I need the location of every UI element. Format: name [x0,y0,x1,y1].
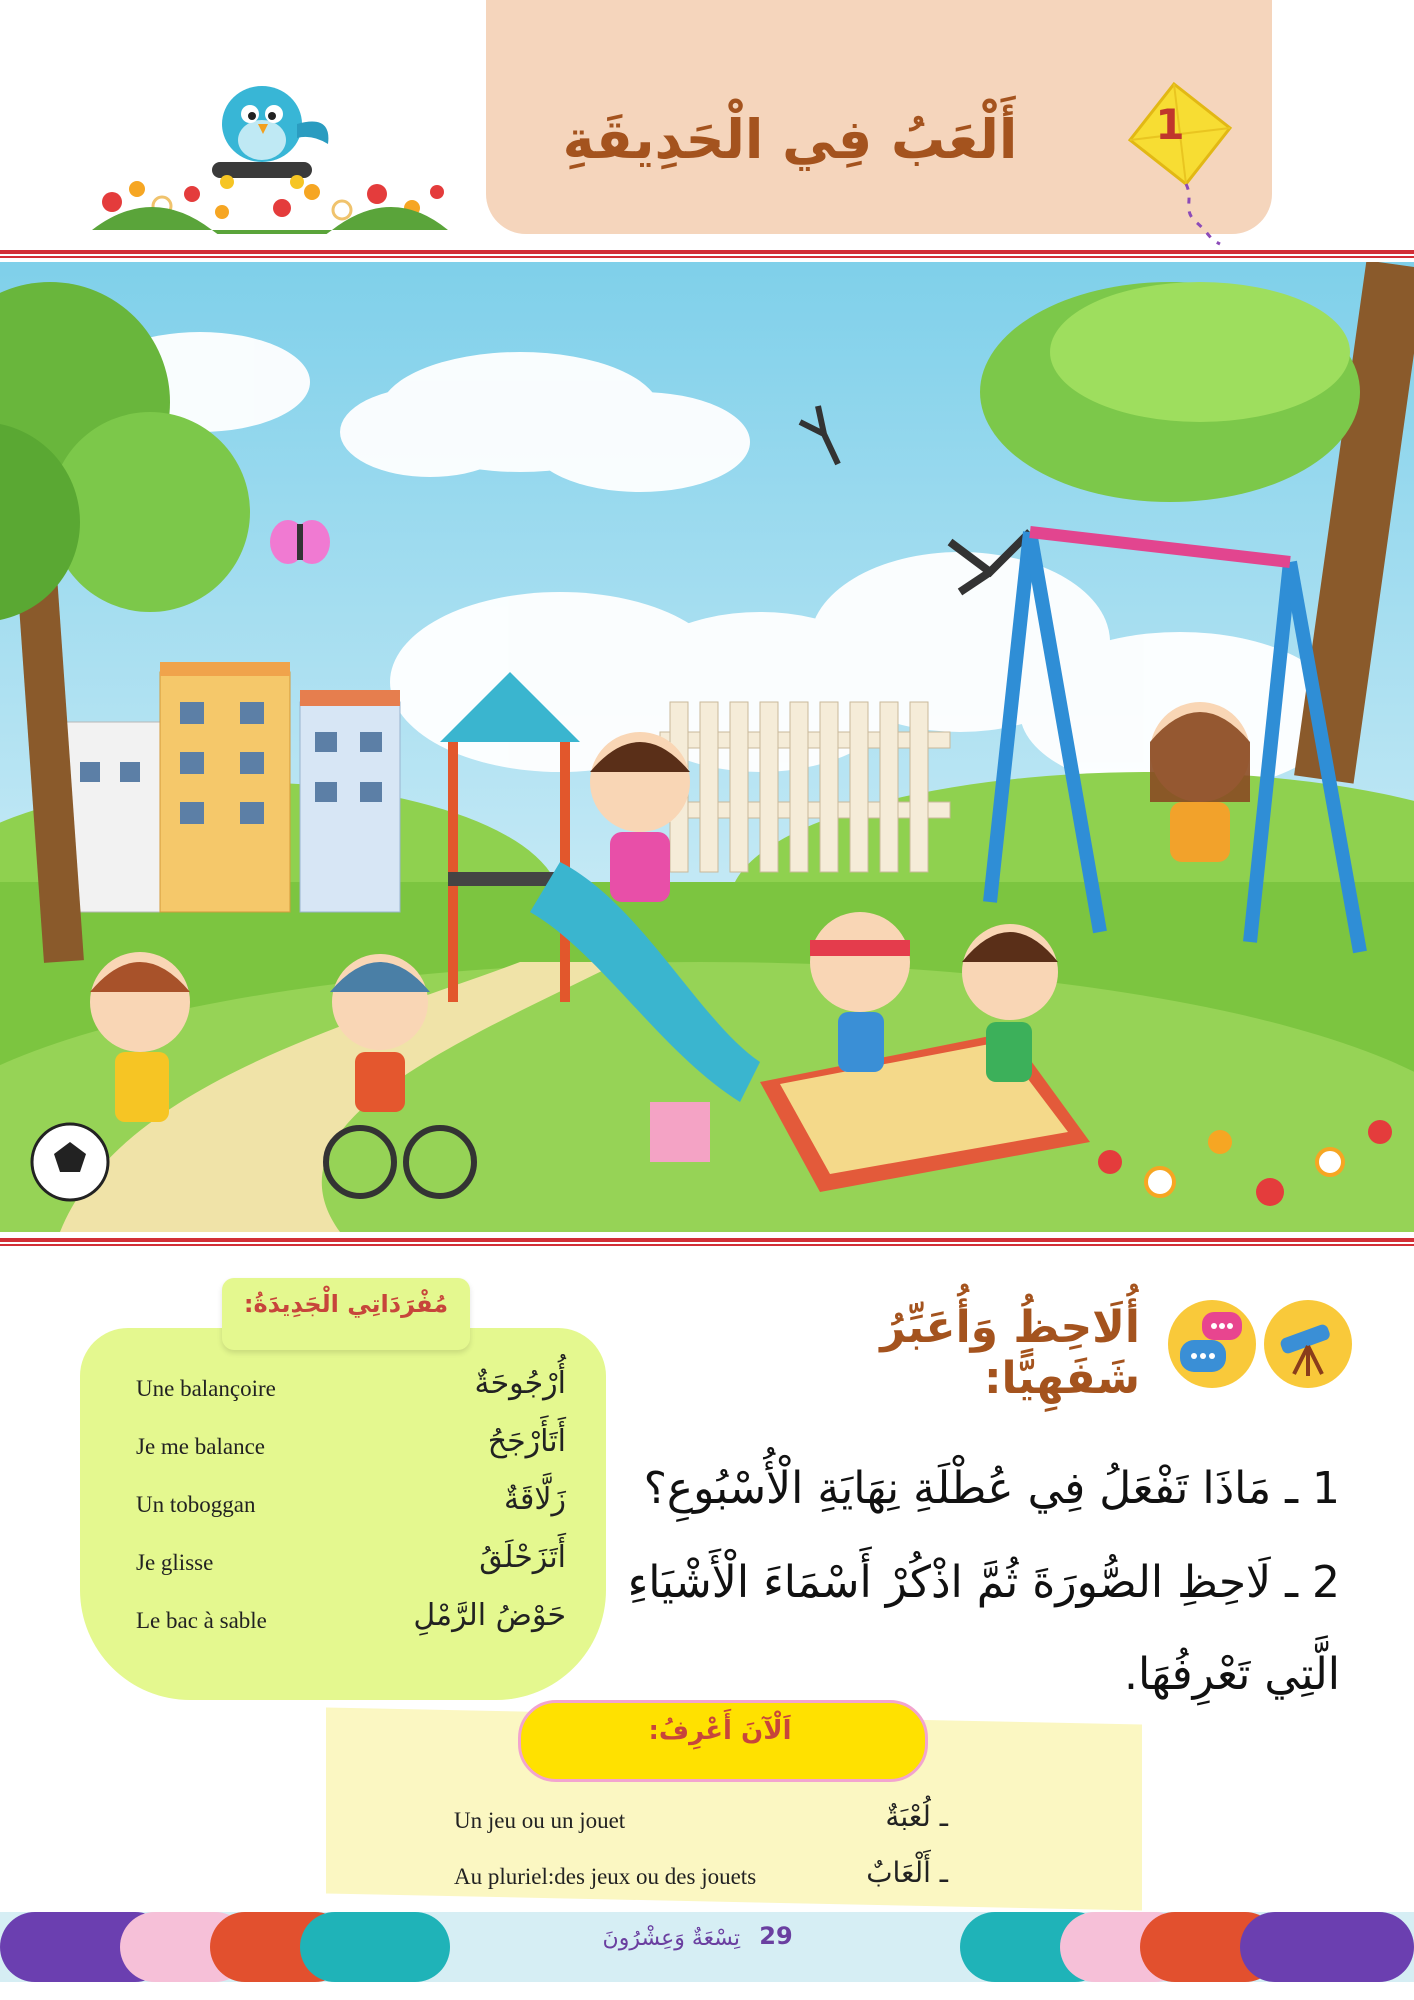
definition-arabic: ـ لُعْبَةٌ [885,1800,948,1833]
vocabulary-item [136,1540,566,1596]
divider-top [0,250,1414,254]
vocabulary-arabic: أُرْجُوحَةٌ [474,1366,566,1401]
vocabulary-arabic: حَوْضُ الرَّمْلِ [413,1598,566,1633]
observe-express-title: أُلَاحِظُ وَأُعَبِّرُ شَفَهِيًّا: [880,1302,1140,1404]
vocabulary-arabic: زَلَّاقَةٌ [503,1482,566,1517]
playground-illustration [0,262,1414,1232]
vocabulary-french: Un toboggan [136,1492,256,1517]
chat-bubbles-icon [1166,1298,1258,1390]
telescope-icon [1262,1298,1354,1390]
question-2-continued: الَّتِي تَعْرِفُهَا. [1123,1649,1340,1700]
question-1: 1 ـ مَاذَا تَفْعَلُ فِي عُطْلَةِ نِهَايَةِ الْأُسْبُوعِ؟ [643,1463,1340,1514]
definition-french: Un jeu ou un jouet [454,1808,626,1833]
vocabulary-item [136,1482,566,1538]
divider-top-thin [0,256,1414,258]
divider-bottom [0,1238,1414,1242]
vocabulary-french: Une balançoire [136,1376,276,1401]
vocabulary-arabic: أَتَأَرْجَحُ [487,1424,566,1459]
divider-bottom-thin [0,1244,1414,1246]
now-i-know-title: اَلْآنَ أَعْرِفُ: [648,1716,792,1746]
vocabulary-item [136,1424,566,1480]
lesson-title: أَلْعَبُ فِي الْحَدِيقَةِ [562,108,1018,171]
vocabulary-title: مُفْرَدَاتِي الْجَدِيدَةُ: [243,1290,449,1318]
vocabulary-french: Je me balance [136,1434,265,1459]
vocabulary-french: Je glisse [136,1550,214,1575]
page-number-words: تِسْعَةٌ وَعِشْرُونَ [602,1926,740,1951]
bird-flowers-decoration [92,74,448,234]
definition-row [454,1856,948,1902]
definition-row [454,1800,948,1846]
vocabulary-item [136,1598,566,1654]
vocabulary-arabic: أَتَزَحْلَقُ [479,1540,566,1575]
definition-arabic: ـ أَلْعَابٌ [866,1856,948,1889]
lesson-number: 1 [1155,100,1185,149]
vocabulary-item [136,1366,566,1422]
question-2: 2 ـ لَاحِظِ الصُّورَةَ ثُمَّ اذْكُرْ أَسْمَاءَ الْأَشْيَاءِ [627,1557,1340,1608]
vocabulary-french: Le bac à sable [136,1608,267,1633]
definition-french: Au pluriel:des jeux ou des jouets [454,1864,757,1889]
page-number: 29 [759,1922,793,1950]
